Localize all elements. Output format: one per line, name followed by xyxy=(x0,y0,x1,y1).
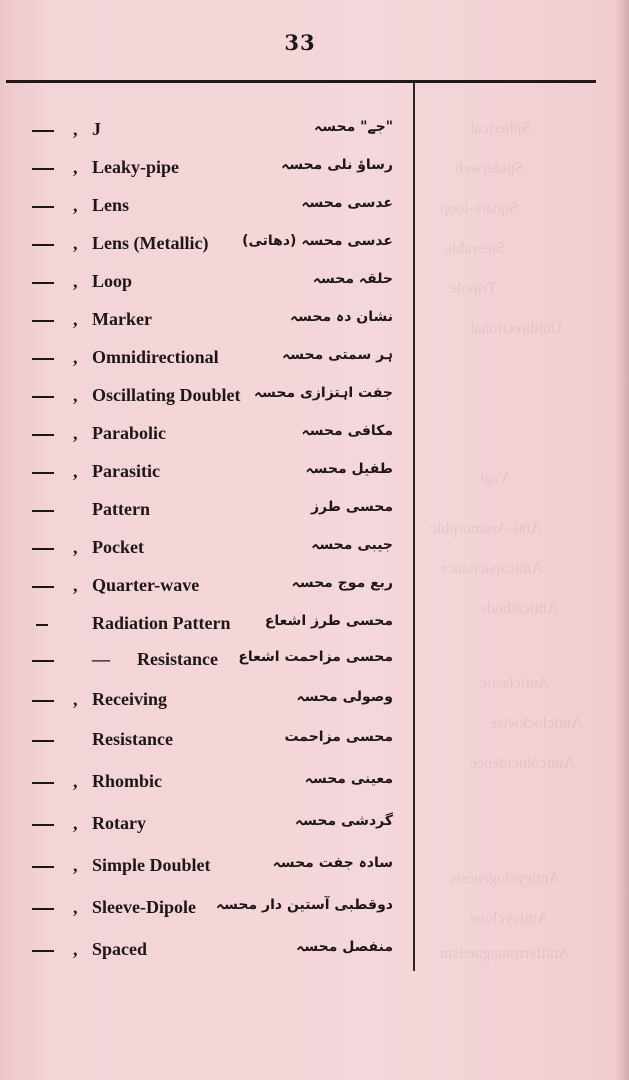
entry-urdu-term: نشان دہ محسہ xyxy=(289,309,393,325)
entry-comma: , xyxy=(73,813,78,833)
glossary-entry xyxy=(0,193,413,223)
entry-dash xyxy=(32,472,54,474)
entry-term-text: Resistance xyxy=(92,729,173,749)
entry-term-text: Radiation Pattern xyxy=(92,613,231,633)
glossary-entry xyxy=(0,269,413,299)
entry-urdu-term: منفصل محسہ xyxy=(296,939,393,955)
entry-term-text: Quarter-wave xyxy=(92,575,200,595)
entry-english-term xyxy=(73,689,167,710)
glossary-entry xyxy=(0,421,413,451)
entry-comma: , xyxy=(73,537,78,557)
entry-dash xyxy=(32,548,54,550)
glossary-entry xyxy=(0,155,413,185)
entry-comma: , xyxy=(73,119,78,139)
entry-comma: , xyxy=(73,233,78,253)
entry-urdu-term: ہر سمتی محسہ xyxy=(282,347,393,363)
entry-dash xyxy=(36,624,48,626)
glossary-entry xyxy=(0,895,413,925)
entry-english-term xyxy=(73,195,129,216)
entry-english-term xyxy=(73,897,196,918)
page-number: 33 xyxy=(284,30,316,55)
entry-comma: , xyxy=(73,309,78,329)
glossary-entry xyxy=(0,811,413,841)
glossary-entry xyxy=(0,307,413,337)
entry-term-text: Omnidirectional xyxy=(92,347,219,367)
entry-dash xyxy=(32,700,54,702)
glossary-entry xyxy=(0,611,413,641)
entry-urdu-term: محسی طرز xyxy=(311,499,393,515)
entry-urdu-term: وصولی محسہ xyxy=(296,689,393,705)
entry-english-term xyxy=(73,385,241,406)
entry-comma: , xyxy=(73,689,78,709)
entry-term-text: Spaced xyxy=(92,939,148,959)
entry-comma: , xyxy=(73,461,78,481)
entry-urdu-term: رساؤ نلی محسہ xyxy=(281,157,393,173)
entry-term-text: Leaky-pipe xyxy=(92,157,180,177)
entry-urdu-term: حلقہ محسہ xyxy=(312,271,393,287)
entry-english-term xyxy=(73,855,211,876)
entry-comma: , xyxy=(73,385,78,405)
entry-term-text: — Resistance xyxy=(92,649,218,669)
column-divider xyxy=(413,83,415,971)
glossary-entry xyxy=(0,459,413,489)
entry-dash xyxy=(32,168,54,170)
entry-english-term xyxy=(73,537,144,558)
glossary-entry xyxy=(0,497,413,527)
entry-english-term xyxy=(73,575,199,596)
entry-english-term xyxy=(73,271,132,292)
entry-term-text: Receiving xyxy=(92,689,167,709)
entry-comma: , xyxy=(73,897,78,917)
entry-dash xyxy=(32,908,54,910)
glossary-entry xyxy=(0,383,413,413)
entry-english-term xyxy=(73,613,231,634)
entry-urdu-term: محسی مزاحمت xyxy=(284,729,393,745)
entry-urdu-term: دوقطبی آستین دار محسہ xyxy=(215,897,393,913)
entry-english-term xyxy=(73,347,219,368)
entry-term-text: J xyxy=(92,119,101,139)
entry-dash xyxy=(32,866,54,868)
entry-term-text: Pocket xyxy=(92,537,144,557)
entry-dash xyxy=(32,396,54,398)
entry-urdu-term: "جے" محسہ xyxy=(314,119,393,135)
entry-dash xyxy=(32,320,54,322)
entry-dash xyxy=(32,244,54,246)
glossary-entry xyxy=(0,117,413,147)
glossary-entry xyxy=(0,573,413,603)
entry-urdu-term: گردشی محسہ xyxy=(294,813,393,829)
entry-english-term xyxy=(73,157,179,178)
entry-urdu-term: عدسی محسہ (دھاتی) xyxy=(242,233,393,249)
entry-english-term xyxy=(73,813,146,834)
entry-urdu-term: جیبی محسہ xyxy=(311,537,393,553)
entry-urdu-term: مکافی محسہ xyxy=(301,423,393,439)
entry-comma: , xyxy=(73,157,78,177)
glossary-entry xyxy=(0,937,413,967)
entry-urdu-term: جفت اہتزازی محسہ xyxy=(253,385,393,401)
entry-dash xyxy=(32,950,54,952)
entry-english-term xyxy=(73,649,218,670)
entry-comma: , xyxy=(73,271,78,291)
entry-urdu-term: ربع موج محسہ xyxy=(291,575,393,591)
entry-comma: , xyxy=(73,771,78,791)
entry-comma: , xyxy=(73,855,78,875)
entry-dash xyxy=(32,282,54,284)
entry-term-text: Lens xyxy=(92,195,130,215)
entry-dash xyxy=(32,782,54,784)
entry-comma: , xyxy=(73,423,78,443)
glossary-entry xyxy=(0,687,413,717)
entry-english-term xyxy=(73,499,150,520)
entry-term-text: Pattern xyxy=(92,499,150,519)
entry-term-text: Sleeve-Dipole xyxy=(92,897,196,917)
glossary-entry xyxy=(0,535,413,565)
entry-dash xyxy=(32,740,54,742)
entry-term-text: Lens (Metallic) xyxy=(92,233,209,253)
entry-english-term xyxy=(73,423,166,444)
entry-dash xyxy=(32,206,54,208)
entry-urdu-term: محسی مزاحمت اشعاع xyxy=(238,649,393,665)
entry-urdu-term: عدسی محسہ xyxy=(301,195,393,211)
entry-dash xyxy=(32,510,54,512)
entry-term-text: Marker xyxy=(92,309,152,329)
entry-dash xyxy=(32,434,54,436)
entry-dash xyxy=(32,824,54,826)
entry-term-text: Oscillating Doublet xyxy=(92,385,241,405)
entry-term-text: Loop xyxy=(92,271,133,291)
entry-english-term xyxy=(73,729,173,750)
entry-urdu-term: معینی محسہ xyxy=(304,771,393,787)
entry-urdu-term: سادہ جفت محسہ xyxy=(272,855,393,871)
glossary-entry xyxy=(0,727,413,757)
entry-term-text: Parasitic xyxy=(92,461,160,481)
glossary-entry xyxy=(0,345,413,375)
entry-comma: , xyxy=(73,939,78,959)
glossary-entry xyxy=(0,853,413,883)
entry-english-term xyxy=(73,771,162,792)
entry-dash xyxy=(32,586,54,588)
entry-english-term xyxy=(73,309,152,330)
entry-english-term xyxy=(73,461,160,482)
entry-term-text: Rhombic xyxy=(92,771,163,791)
entry-dash xyxy=(32,660,54,662)
entry-english-term xyxy=(73,939,147,960)
page-edge-shadow xyxy=(615,0,629,1080)
entry-english-term xyxy=(73,233,208,254)
entry-term-text: Parabolic xyxy=(92,423,166,443)
glossary-entry xyxy=(0,231,413,261)
entry-term-text: Rotary xyxy=(92,813,146,833)
entry-dash xyxy=(32,358,54,360)
entry-urdu-term: طفیل محسہ xyxy=(305,461,393,477)
entry-comma: , xyxy=(73,347,78,367)
glossary-entry xyxy=(0,769,413,799)
entry-term-text: Simple Doublet xyxy=(92,855,211,875)
header-rule xyxy=(6,80,596,83)
entry-dash xyxy=(32,130,54,132)
entry-urdu-term: محسی طرز اشعاع xyxy=(264,613,393,629)
entry-comma: , xyxy=(73,195,78,215)
entry-comma: , xyxy=(73,575,78,595)
glossary-entry xyxy=(0,647,413,677)
entry-english-term xyxy=(73,119,101,140)
